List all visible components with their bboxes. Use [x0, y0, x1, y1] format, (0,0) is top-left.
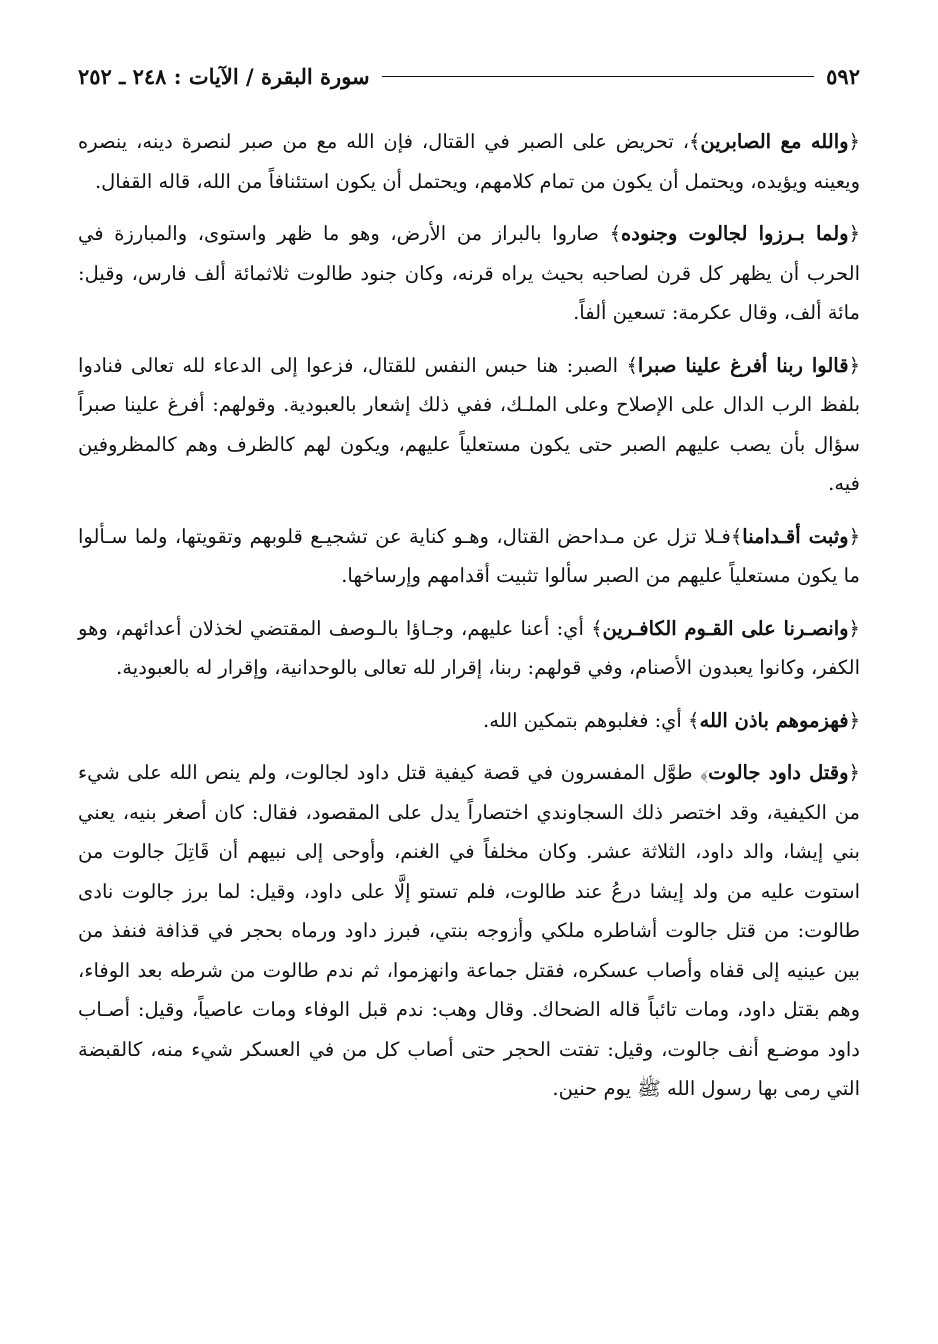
paragraph — [78, 701, 860, 741]
paragraph-text: فـلا تزل عن مـداحض القتال، وهـو كناية عن تشجيـع قلوبهم وتقويتها، ولما سـألوا ما يكون مستعلياً عليهم من الصبر سألوا تثبيت أقدامهم وإرساخها. — [78, 524, 860, 587]
paragraph — [78, 753, 860, 1109]
quran-lemma: ﴿ولما بـرزوا لجالوت وجنوده﴾ — [609, 222, 860, 245]
paragraph-text: ، تحريض على الصبر في القتال، فإن الله مع من صبر لنصرة دينه، ينصره ويعينه ويؤيده، ويحتمل أن يكون من تمام كلامهم، ويحتمل أن يكون استئنافاً من الله، قاله القفال. — [78, 130, 860, 193]
header-rule — [382, 76, 815, 77]
paragraph — [78, 517, 860, 596]
page-number: ٥٩٢ — [826, 63, 860, 89]
page-header — [78, 58, 860, 94]
document-page — [78, 58, 860, 1122]
paragraph-text: أي: أعنا عليهم، وجـاؤا بالـوصف المقتضي لخذلان أعدائهم، وهو الكفر، وكانوا يعبدون الأصنام، وفي قولهم: ربنا، إقرار لله تعالى بالوحدانية، وإقرار له بالعبودية. — [78, 616, 860, 679]
paragraph-text: صاروا بالبراز من الأرض، وهو ما ظهر واستوى، والمبارزة في الحرب أن يظهر كل قرن لصاحبه بحيث يراه قرنه، وكان جنود طالوت ثلاثمائة ألف فارس، وقيل: مائة ألف، وقال عكرمة: تسعين ألفاً. — [78, 222, 860, 324]
page-body — [78, 122, 860, 1109]
quran-lemma: ﴿فهزموهم باذن الله﴾ — [688, 708, 860, 732]
quran-lemma: ﴿وانصـرنا على القـوم الكافـرين﴾ — [591, 616, 860, 640]
quran-lemma: ﴿والله مع الصابرين﴾ — [688, 130, 860, 153]
paragraph — [78, 122, 860, 201]
paragraph — [78, 214, 860, 333]
running-title: سورة البقرة / الآيات : ٢٤٨ ـ ٢٥٢ — [78, 63, 370, 89]
quran-lemma: ﴿وقتل داود جالوت﴾ — [700, 761, 860, 784]
quran-lemma: ﴿وثبت أقـدامنا﴾ — [730, 524, 860, 548]
paragraph-text: أي: فغلبوهم بتمكين الله. — [483, 708, 689, 732]
paragraph — [78, 346, 860, 504]
paragraph-text: طوَّل المفسرون في قصة كيفية قتل داود لجالوت، ولم ينص الله على شيء من الكيفية، وقد اختصر ذلك السجاوندي اختصاراً يدل على المقصود، فقال: كان أصغر بنيه، يعني بني إيشا، والد داود، الثلاثة عشر. وكان مخلفاً في الغنم، وأوحى إلى نبيهم أن قَاتِلَ جالوت من استوت عليه من ولد إيشا درعُ عند طالوت، فلم تستو إلَّا على داود، وقيل: لما برز جالوت نادى طالوت: من قتل جالوت أشاطره ملكي وأزوجه بنتي، فبرز داود ورماه بحجر في قذافة فنفذ من بين عينيه إلى قفاه وأصاب عسكره، فقتل جماعة وانهزموا، ثم ندم طالوت من شرطه بعد الوفاء، وهم بقتل داود، ومات تائباً قاله الضحاك. وقال وهب: ندم قبل الوفاء ومات عاصياً، وقيل: أصـاب داود موضـع أنف جالوت، وقيل: تفتت الحجر حتى أصاب كل من في العسكر شيء منه، كالقبضة التي رمى بها رسول الله ﷺ يوم حنين. — [78, 761, 860, 1100]
paragraph-text: الصبر: هنا حبس النفس للقتال، فزعوا إلى الدعاء لله تعالى فنادوا بلفظ الرب الدال على الإصلاح وعلى الملـك، ففي ذلك إشعار بالعبودية. وقولهم: أفرغ علينا صبراً سؤال بأن يصب عليهم الصبر حتى يكون مستعلياً عليهم، ويكون لهم كالظرف وهم كالمظروفين فيه. — [78, 353, 860, 495]
quran-lemma: ﴿قالوا ربنا أفرغ علينا صبرا﴾ — [626, 353, 860, 377]
paragraph — [78, 609, 860, 688]
